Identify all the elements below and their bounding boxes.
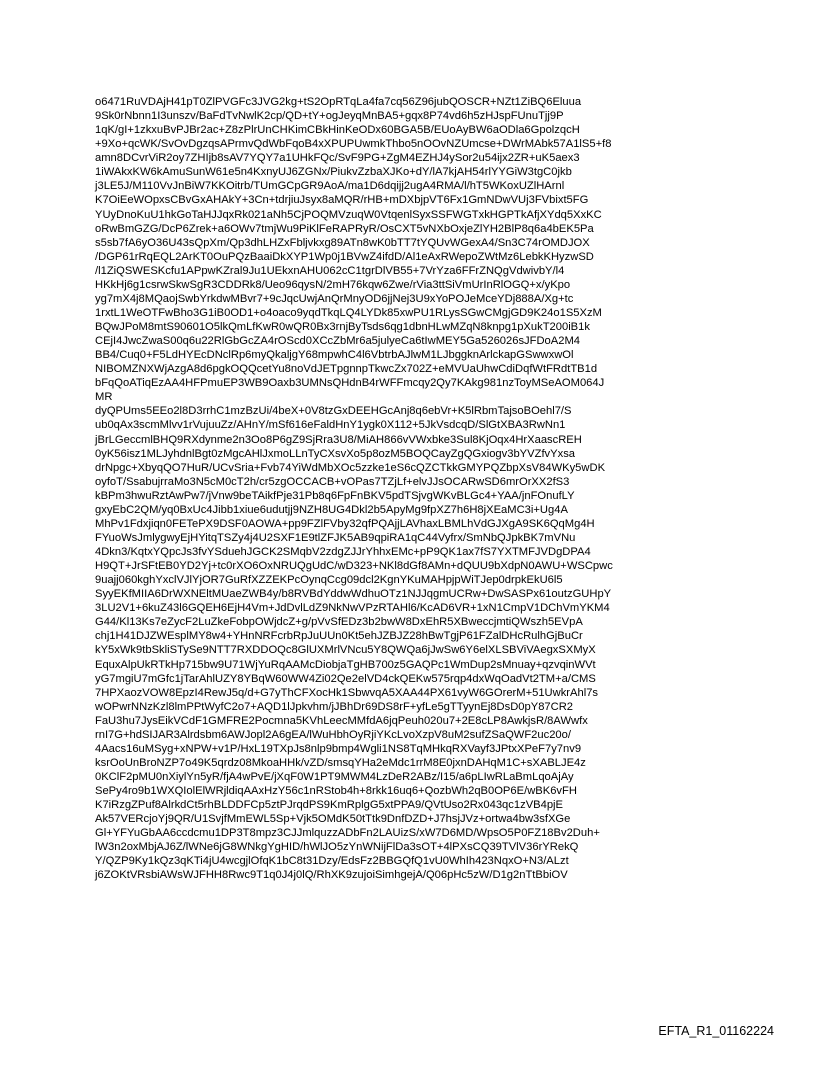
text-line: SePy4ro9b1WXQIolElWRjldiqAAxHzY56c1nRStob4h+8rkk16uq6+QozbWh2qB0OP6E/wBK6vFH [95, 785, 577, 798]
text-line: CEjI4JwcZwaS00q6u22RlGbGcZA4rOScd0XCcZbMr6a5julyeCa6tIwMEY5Ga526026sJFDoA2M4 [95, 335, 581, 348]
text-line: lW3n2oxMbjAJ6Z/lWNe6jG8WNkgYgHID/hWlJO5zYnWNijFlDa3sOT+4lPXsCQ39TVlV36rYRekQ [95, 841, 579, 854]
text-line: Ak57VERcjoYj9QR/U1SvjfMmEWL5Sp+Vjk5OMdK50tTtk9DnfDZD+J7hsjJVz+ortwa4bw3sfXGe [95, 813, 571, 826]
text-line: SyyEKfMIIA6DrWXNEltMUaeZWB4y/b8RVBdYddwWdhuOTz1NJJqgmUCRw+DwSASPx61outzGUHpY [95, 588, 612, 601]
text-line: YUyDnoKuU1hkGoTaHJJqxRk021aNh5CjPOQMVzuqW0VtqenlSyxSSFWGTxkHGPTkAfjXYdq5XxKC [95, 208, 602, 221]
text-line: dyQPUms5EEo2l8D3rrhC1mzBzUi/4beX+0V8tzGxDEEHGcAnj8q6ebVr+K5lRbmTajsoBOehl7/S [95, 405, 572, 418]
text-line: +9Xo+qcWK/SvOvDgzqsAPrmvQdWbFqoB4xXPUPUwmkThbo5nOOvNZUmcse+DWrMAbk57A1lS5+f8 [95, 138, 612, 151]
text-line: Y/QZP9Ky1kQz3qKTi4jU4wcgjlOfqK1bC8t31Dzy/EdsFz2BBGQfQ1vU0WhIh423NqxO+N3/ALzt [95, 855, 569, 868]
text-line: amn8DCvrViR2oy7ZHIjb8sAV7YQY7a1UHkFQc/SvF9PG+ZgM4EZHJ4ySor2u54ijx2ZR+uK5aex3 [95, 152, 580, 165]
text-line: 1iWAkxKW6kAmuSunW61e5n4KxnyUJ6ZGNx/PiukvZzbaXJKo+dY/lA7kjAH54rlYYGiW3tgC0jkb [95, 166, 572, 179]
text-line: BB4/Cuq0+F5LdHYEcDNclRp6myQkaljgY68mpwhC4l6VbtrbAJlwM1LJbggknArlckapGSwwxwOl [95, 349, 574, 362]
text-line: jBrLGeccmlBHQ9RXdynme2n3Oo8P6gZ9SjRra3U8/MiAH866vVWxbke3Sul8KjOqx4HrXaascREH [95, 433, 582, 446]
text-line: FaU3hu7JysEikVCdF1GMFRE2Pocmna5KVhLeecMMfdA6jqPeuh020u7+2E8cLP8AwkjsR/8AWwfx [95, 714, 588, 727]
text-line: Gl+YFYuGbAA6ccdcmu1DP3T8mpz3CJJmlquzzADbFn2LAUizS/xW7D6MD/WpsO5P0FZ18Bv2Duh+ [95, 827, 600, 840]
text-line: H9QT+JrSFtEB0YD2Yj+tc0rXO6OxNRUQgUdC/wD323+NKl8dGf8AMn+dQUU9bXdpN0AWU+WSCpwc [95, 560, 613, 573]
text-line: MR [95, 391, 113, 404]
text-line: 4Aacs16uMSyg+xNPW+v1P/HxL19TXpJs8nlp9bmp4Wgli1NS8TqMHkqRXVayf3JPtxXPeF7y7nv9 [95, 742, 582, 755]
text-line: 1qK/gI+1zkxuBvPJBr2ac+Z8zPlrUnCHKimCBkHinKeODx60BGA5B/EUoAyBW6aODla6GpolzqcH [95, 124, 580, 137]
text-line: NIBOMZNXWjAzgA8d6pgkOQQcetYu8noVdJETpgnnpTkwcZx702Z+eMVUaUhwCdiDqfWtFRdtTB1d [95, 363, 598, 376]
text-line: 1rxtL1WeOTFwBho3G1iB0OD1+o4oaco9yqdTkqLQ4LYDk85xwPU1RLysSGwCMgjGD9K24o1S5XzM [95, 306, 602, 319]
text-line: 9Sk0rNbnn1I3unszv/BaFdTvNwlK2cp/QD+tY+ogJeyqMnBA5+gqx8P74vd6h5zHJspFUnuTjj9P [95, 110, 564, 123]
text-line: /DGP61rRqEQL2ArKT0OuPQzBaaiDkXYP1Wp0j1BVwZ4ifdD/Al1eAxRWepoZWtMz6LebkKHyzwSD [95, 250, 594, 263]
text-line: 4Dkn3/KqtxYQpcJs3fvYSduehJGCK2SMqbV2zdgZJJrYhhxEMc+pP9QK1ax7fS7YXTMFJVDgDPA4 [95, 546, 591, 558]
text-line: ksrOoUnBroNZP7o49K5qrdz08MkoaHHk/vZD/smsqYHa2eMdc1rrM8E0jxnDAHqM1C+sXABLJE4z [95, 756, 586, 769]
text-line: wOPwrNNzKzl8lmPPtWyfC2o7+AQD1lJpkvhm/jJBhDr69DS8rF+yfLe5gTTyynEj8DsD0pY87CR2 [95, 700, 574, 713]
text-line: 7HPXaozVOW8EpzI4RewJ5q/d+G7yThCFXocHk1SbwvqA5XAA44PX61vyW6GOrerM+51UwkrAhl7s [95, 686, 599, 699]
text-line: o6471RuVDAjH41pT0ZlPVGFc3JVG2kg+tS2OpRTqLa4fa7cq56Z96jubQOSCR+NZt1ZiBQ6Eluua [95, 96, 582, 108]
text-line: drNpgc+XbyqQO7HuR/UCvSria+Fvb74YiWdMbXOc5zzke1eS6cQZCTkkGMYPQZbpXsV84WKy5wDK [95, 461, 606, 474]
text-line: gxyEbC2QM/yq0BxUc4Jibb1xiue6udutjj9NZH8UG4Dkl2b5ApyMg9fpXZ7h6H8jXEaMC3i+Ug4A [95, 503, 568, 516]
text-line: 3LU2V1+6kuZ43l6GQEH6EjH4Vm+JdDvlLdZ9NkNwVPzRTAHl6/KcAD6VR+1xN1CmpV1DChVmYKM4 [95, 602, 610, 615]
text-line: HKkHj6g1csrwSkwSgR3CDDRk8/Ueo96qysN/2mH76kqw6Zwe/rVia3ttSiVmUrInRlOGQ+x/yKpo [95, 278, 571, 291]
text-line: oRwBmGZG/DcP6Zrek+a6OWv7tmjWu9PiKlFeRAPRyR/OsCXT5vNXbOxjeZlYH2BlP8q6a4bEK5Pa [95, 222, 594, 235]
text-line: bFqQoATiqEzAA4HFPmuEP3WB9Oaxb3UMNsQHdnB4rWFFmcqy2Qy7KAkg981nzToyMSeAOM064J [95, 377, 605, 390]
text-line: ub0qAx3scmMlvv1rVujuuZz/AHnY/mSf616eFaldHnY1ygk0X112+5JkVsdcqD/SlGtXBA3RwNn1 [95, 419, 566, 432]
text-line: BQwJPoM8mtS90601O5lkQmLfKwR0wQR0Bx3rnjByTsds6qg1dbnHLwMZqN8knpg1pXukT200iB1k [95, 321, 590, 333]
text-line: /l1ZiQSWESKcfu1APpwKZral9Ju1UEkxnAHU062cC1tgrDlVB55+7VrYza6FFrZNQgVdwivbY/l4 [95, 264, 565, 277]
text-line: kBPm3hwuRztAwPw7/jVnw9beTAikfPje31Pb8q6FpFnBKV5pdTSjvgWKvBLGc4+YAA/jnFOnufLY [95, 489, 575, 502]
text-line: oyfoT/SsabujrraMo3N5cM0cT2h/cr5zgOCCACB+vOPas7TZjLf+elvJJsOCARwSD6mrOrXX2fS3 [95, 475, 570, 488]
text-line: EquxAlpUkRTkHp715bw9U71WjYuRqAAMcDiobjaTgHB700z5GAQPc1WmDup2sMnuay+qzvqinWVt [95, 658, 596, 671]
text-line: rnI7G+hdSIJAR3Alrdsbm6AWJopl2A6gEA/lWuHbhOyRjiYKcLvoXzpV8uM2sufZSaQWF2uc20o/ [95, 728, 571, 741]
text-line: yg7mX4j8MQaojSwbYrkdwMBvr7+9cJqcUwjAnQrMnyOD6jjNej3U9xYoPOJeMceYDj888A/Xg+tc [95, 292, 574, 305]
text-line: K7OiEeWOpxsCBvGxAHAkY+3Cn+tdrjiuJsyx8aMQR/rHB+mDXbjpVT6Fx1GmNDwVUj3FVbixt5FG [95, 194, 589, 207]
text-line: MhPv1Fdxjiqn0FETePX9DSF0AOWA+pp9FZlFVby32qfPQAjjLAVhaxLBMLhVdGJXgA9SK6QqMg4H [95, 517, 595, 530]
text-line: kY5xWk9tbSkliSTySe9NTT7RXDDOQc8GlUXMrlVNcu5Y8QWQa6jJwSw6Y6elXLSBViVAegxSXMyX [95, 644, 596, 657]
text-line: j6ZOKtVRsbiAWsWJFHH8Rwc9T1q0J4j0lQ/RhXK9zujoiSimhgejA/Q06pHc5zW/D1g2nTtBbiOV [95, 869, 568, 882]
document-id-label: EFTA_R1_01162224 [658, 1024, 774, 1038]
text-line: j3LE5J/M110VvJnBiW7KKOitrb/TUmGCpGR9AoA/ma1D6dqijj2ugA4RMA/l/hT5WKoxUZlHArnl [95, 180, 565, 193]
text-line: 0yK56isz1MLJyhdnlBgt0zMgcAHlJxmoLLnTyCXsvXo5p8ozM5BOQCayZgQGxiogv3bYVZfvYxsa [95, 447, 576, 460]
text-line: 9uajj060kghYxclVJlYjOR7GuRfXZZEKPcOynqCcg09dcl2KgnYKuMAHpjpWiTJep0drpkEkU6l5 [95, 574, 563, 587]
encoded-text-block [95, 95, 735, 883]
text-line: FYuoWsJmlygwyEjHYitqTSZy4j4U2SXF1E9tlZFJK5AB9qpiRA1qC44Vyfrx/SmNbQJpkBK7mVNu [95, 531, 576, 544]
text-line: G44/Kl13Ks7eZycF2LuZkeFobpOWjdcZ+g/pVvSfEDz3b2bwW8DxEhR5XBweccjmtiQWszh5EVpA [95, 616, 583, 629]
text-line: chj1H41DJZWEsplMY8w4+YHnNRFcrbRpJuUUn0Kt5ehJZBJZ28hBwTgjP61FZalDHcRulhGjBuCr [95, 630, 583, 643]
text-line: yG7mgiU7mGfc1jTarAhlUZY8YBqW60WW4Zi02Qe2elVD4ckQEKw575rqp4dxWqOadVt2TM+a/CMS [95, 672, 596, 685]
text-line: s5sb7fA6yO36U43sQpXm/Qp3dhLHZxFbljvkxg89ATn8wK0bTT7tYQUvWGexA4/Sn3C74rOMDJOX [95, 236, 590, 249]
text-line: 0KClF2pMU0nXiylYn5yR/fjA4wPvE/jXqF0W1PT9MWM4LzDeR2ABz/I15/a6pLIwRLaBmLqoAjAy [95, 771, 574, 783]
text-line: K7iRzgZPuf8AlrkdCt5rhBLDDFCp5ztPJrqdPS9KmRplgG5xtPPA9/QVtUso2Rx043qc1zVB4pjE [95, 799, 564, 812]
